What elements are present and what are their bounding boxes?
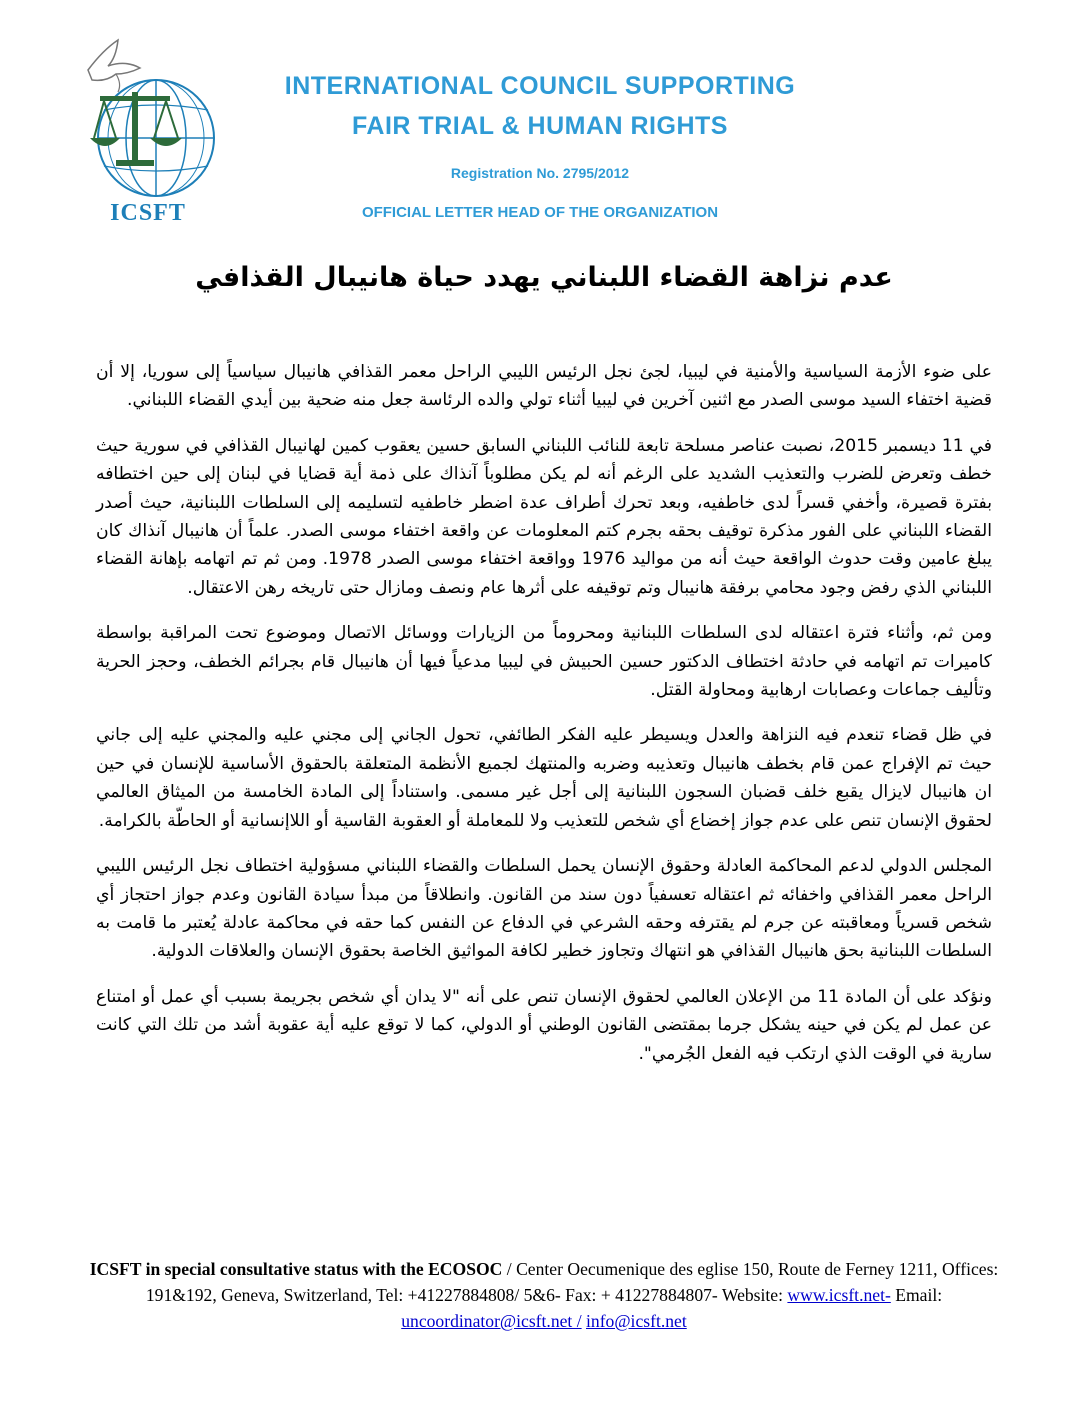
logo-graphic bbox=[78, 30, 218, 205]
document-body bbox=[96, 358, 992, 1085]
document-title: عدم نزاهة القضاء اللبناني يهدد حياة هانيبال القذافي bbox=[195, 262, 893, 293]
email-link-info[interactable]: info@icsft.net bbox=[586, 1311, 687, 1331]
email-link-coordinator[interactable]: uncoordinator@icsft.net / bbox=[401, 1311, 582, 1331]
email-label: Email: bbox=[890, 1285, 943, 1305]
registration-number: Registration No. 2795/2012 bbox=[450, 165, 630, 181]
footer bbox=[60, 1256, 1028, 1334]
website-link[interactable]: www.icsft.net- bbox=[787, 1285, 891, 1305]
organization-name-line1: INTERNATIONAL COUNCIL SUPPORTING bbox=[284, 72, 796, 100]
letterhead bbox=[0, 0, 1088, 240]
paragraph-3: ومن ثم، وأثناء فترة اعتقاله لدى السلطات اللبنانية ومحروماً من الزيارات ووسائل الاتصال وموضوع تحت المراقبة بواسطة كاميرات تم اتهامه في حادثة اختطاف الدكتور حسين الحبيش في ليبيا مدعياً فيها أن هانيبال قام بجرائم الخطف، وحجز الحرية وتأليف جماعات وعصابات ارهابية ومحاولة القتل. bbox=[96, 623, 992, 701]
logo-acronym: ICSFT bbox=[110, 200, 186, 226]
scales-of-justice-icon bbox=[90, 92, 182, 166]
paragraph-1: على ضوء الأزمة السياسية والأمنية في ليبيا، لجئ نجل الرئيس الليبي الراحل معمر القذافي هانيبال سياسياً إلى سوريا، إلا أن قضية اختفاء السيد موسى الصدر مع اثنين آخرين في ليبيا أثناء تولي والده الرئاسة جعل منه ضحية بين أيدي القضاء اللبناني. bbox=[96, 362, 992, 411]
paragraph-6: ونؤكد على أن المادة 11 من الإعلان العالمي لحقوق الإنسان تنص على أنه "لا يدان أي شخص بجريمة بسبب أي عمل أو امتناع عن عمل لم يكن في حينه يشكل جرما بمقتضى القانون الوطني أو الدولي، كما لا توقع عليه أية عقوبة أشد من تلك التي كانت سارية في الوقت الذي ارتكب فيه الفعل الجُرمي". bbox=[96, 986, 992, 1064]
official-letterhead-label: OFFICIAL LETTER HEAD OF THE ORGANIZATION bbox=[361, 204, 719, 221]
footer-address: / Center Oecumenique des eglise 150, Route de Ferney 1211, Offices: 191&192, Geneva, Switzerland, Tel: +41227884808/ 5&6- Fax: + 41227884807- Website: bbox=[145, 1259, 999, 1305]
consultative-status: ICSFT in special consultative status with the ECOSOC bbox=[89, 1259, 503, 1279]
organization-name-line2: FAIR TRIAL & HUMAN RIGHTS bbox=[352, 112, 728, 140]
paragraph-5: المجلس الدولي لدعم المحاكمة العادلة وحقوق الإنسان يحمل السلطات والقضاء اللبناني مسؤولية اختطاف نجل الرئيس الليبي الراحل معمر القذافي واخفائه ثم اعتقاله تعسفياً دون سند من القانون. وانطلاقاً من مبدأ سيادة القانون وعدم جواز احتجاز أي شخص قسرياً ومعاقبته عن جرم لم يقترفه وحقه الشرعي في الدفاع عن النفس كما حقه في محاكمة عادلة يُعتبر ما قامت به السلطات اللبنانية بحق هانيبال القذافي هو انتهاك وتجاوز خطير لكافة المواثيق الخاصة بحقوق الإنسان والعلاقات الدولية. bbox=[96, 856, 992, 962]
paragraph-4: في ظل قضاء تنعدم فيه النزاهة والعدل ويسيطر عليه الفكر الطائفي، تحول الجاني إلى مجني عليه والمجني عليه إلى جاني حيث تم الإفراج عمن قام بخطف هانيبال وتعذيبه وضربه والمنتهك لجميع الأنظمة المتعلقة بالحقوق الأساسية للإنسان في حين ان هانيبال لايزال يقبع خلف قضبان السجون اللبنانية إلى أجل غير مسمى. واستناداً إلى المادة الخامسة من الميثاق العالمي لحقوق الإنسان تنص على عدم جواز إخضاع أي شخص للتعذيب ولا للمعاملة أو العقوبة القاسية أو اللاإنسانية أو الحاطّة بالكرامة. bbox=[96, 725, 992, 831]
organization-logo bbox=[78, 30, 218, 230]
paragraph-2: في 11 ديسمبر 2015، نصبت عناصر مسلحة تابعة للنائب اللبناني السابق حسين يعقوب كمين لهانيبال القذافي في سورية حيث خطف وتعرض للضرب والتعذيب الشديد على الرغم أنه لم يكن مطلوباً آنذاك على ذمة أية قضايا في لبنان إلى حين اختطافه بفترة قصيرة، وأخفي قسراً لدى خاطفيه، وبعد تحرك أطراف عدة اضطر خاطفيه لتسليمه إلى السلطات اللبنانية، حيث أصدر القضاء اللبناني على الفور مذكرة توقيف بحقه بجرم كتم المعلومات عن واقعة اختفاء موسى الصدر. علماً أن هانيبال آنذاك كان يبلغ عامين وقت حدوث الواقعة حيث أنه من مواليد 1976 وواقعة اختفاء موسى الصدر 1978. ومن ثم تم اتهامه بإهانة القضاء اللبناني الذي رفض وجود محامي برفقة هانيبال وتم توقيفه على أثرها عام ونصف ومازال حتى تاريخه رهن الاعتقال. bbox=[96, 435, 992, 598]
